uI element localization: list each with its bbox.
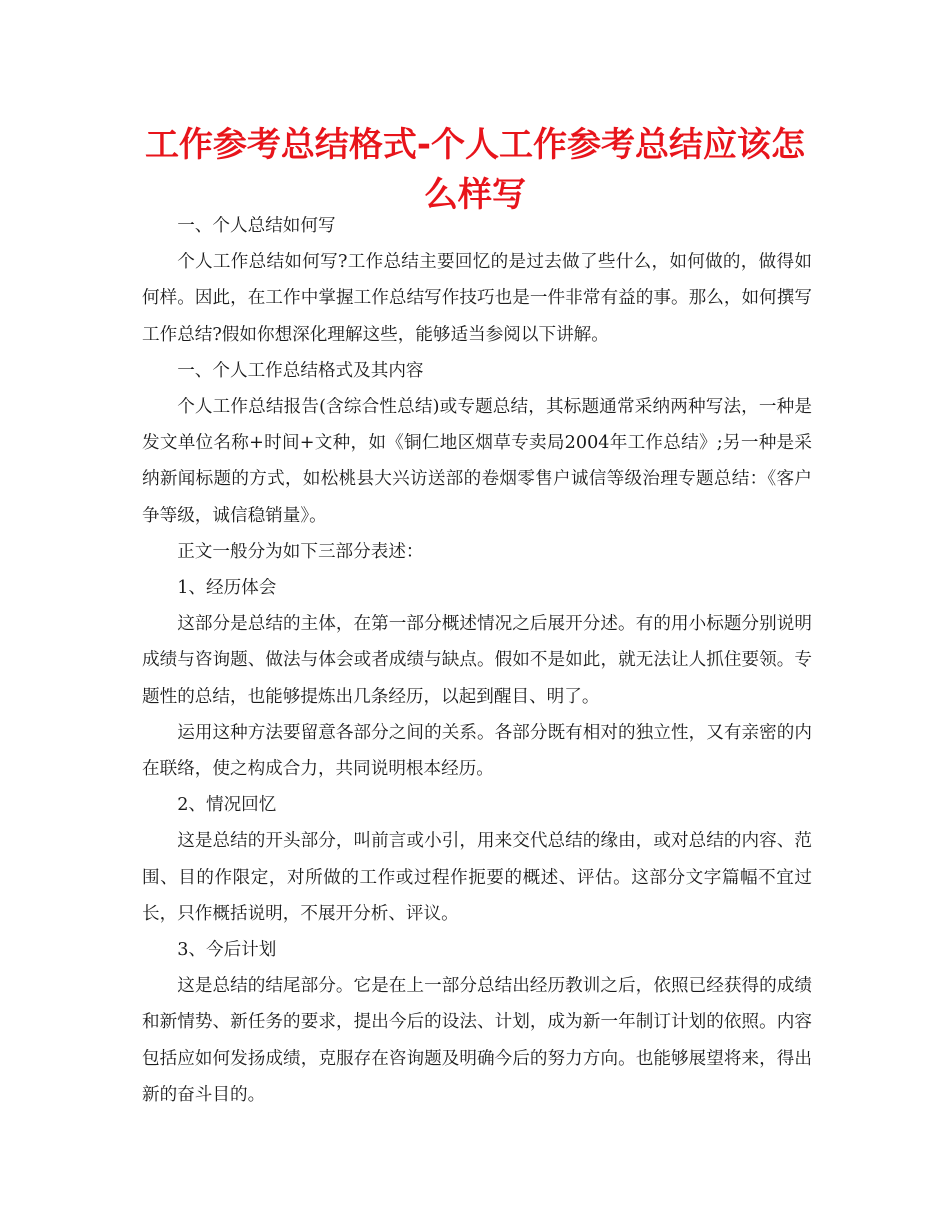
paragraph: 一、个人工作总结格式及其内容: [177, 360, 424, 381]
paragraph: 1、经历体会: [177, 578, 277, 599]
paragraph: 运用这种方法要留意各部分之间的关系。各部分既有相对的独立性，又有亲密的内在联络，使之构成合力，共同说明根本经历。: [142, 722, 812, 780]
paragraph: 个人工作总结报告(含综合性总结)或专题总结，其标题通常采纳两种写法，一种是发文单位名称+时间+文种，如《铜仁地区烟草专卖局2004年工作总结》;另一种是采纳新闻标题的方式，如松桃县大兴访送部的卷烟零售户诚信等级治理专题总结：《客户争等级，诚信稳销量》。: [142, 397, 812, 526]
document-title: 工作参考总结格式-个人工作参考总结应该怎么样写: [144, 125, 806, 215]
document-body: [142, 208, 812, 1113]
paragraph: 一、个人总结如何写: [177, 216, 336, 236]
paragraph: 3、今后计划: [177, 940, 277, 961]
paragraph: 个人工作总结如何写?工作总结主要回忆的是过去做了些什么，如何做的，做得如何样。因此，在工作中掌握工作总结写作技巧也是一件非常有益的事。那么，如何撰写工作总结?假如你想深化理解这些，能够适当参阅以下讲解。: [142, 252, 812, 345]
paragraph: 这是总结的结尾部分。它是在上一部分总结出经历教训之后，依照已经获得的成绩和新情势、新任务的要求，提出今后的设法、计划，成为新一年制订计划的依照。内容包括应如何发扬成绩，克服存在咨询题及明确今后的努力方向。也能够展望将来，得出新的奋斗目的。: [142, 976, 812, 1105]
paragraph: 2、情况回忆: [177, 795, 277, 816]
paragraph: 这部分是总结的主体，在第一部分概述情况之后展开分述。有的用小标题分别说明成绩与咨询题、做法与体会或者成绩与缺点。假如不是如此，就无法让人抓住要领。专题性的总结，也能够提炼出几条经历，以起到醒目、明了。: [142, 614, 812, 707]
paragraph: 正文一般分为如下三部分表述：: [177, 541, 424, 562]
paragraph: 这是总结的开头部分，叫前言或小引，用来交代总结的缘由，或对总结的内容、范围、目的作限定，对所做的工作或过程作扼要的概述、评估。这部分文字篇幅不宜过长，只作概括说明，不展开分析、评议。: [142, 831, 812, 924]
